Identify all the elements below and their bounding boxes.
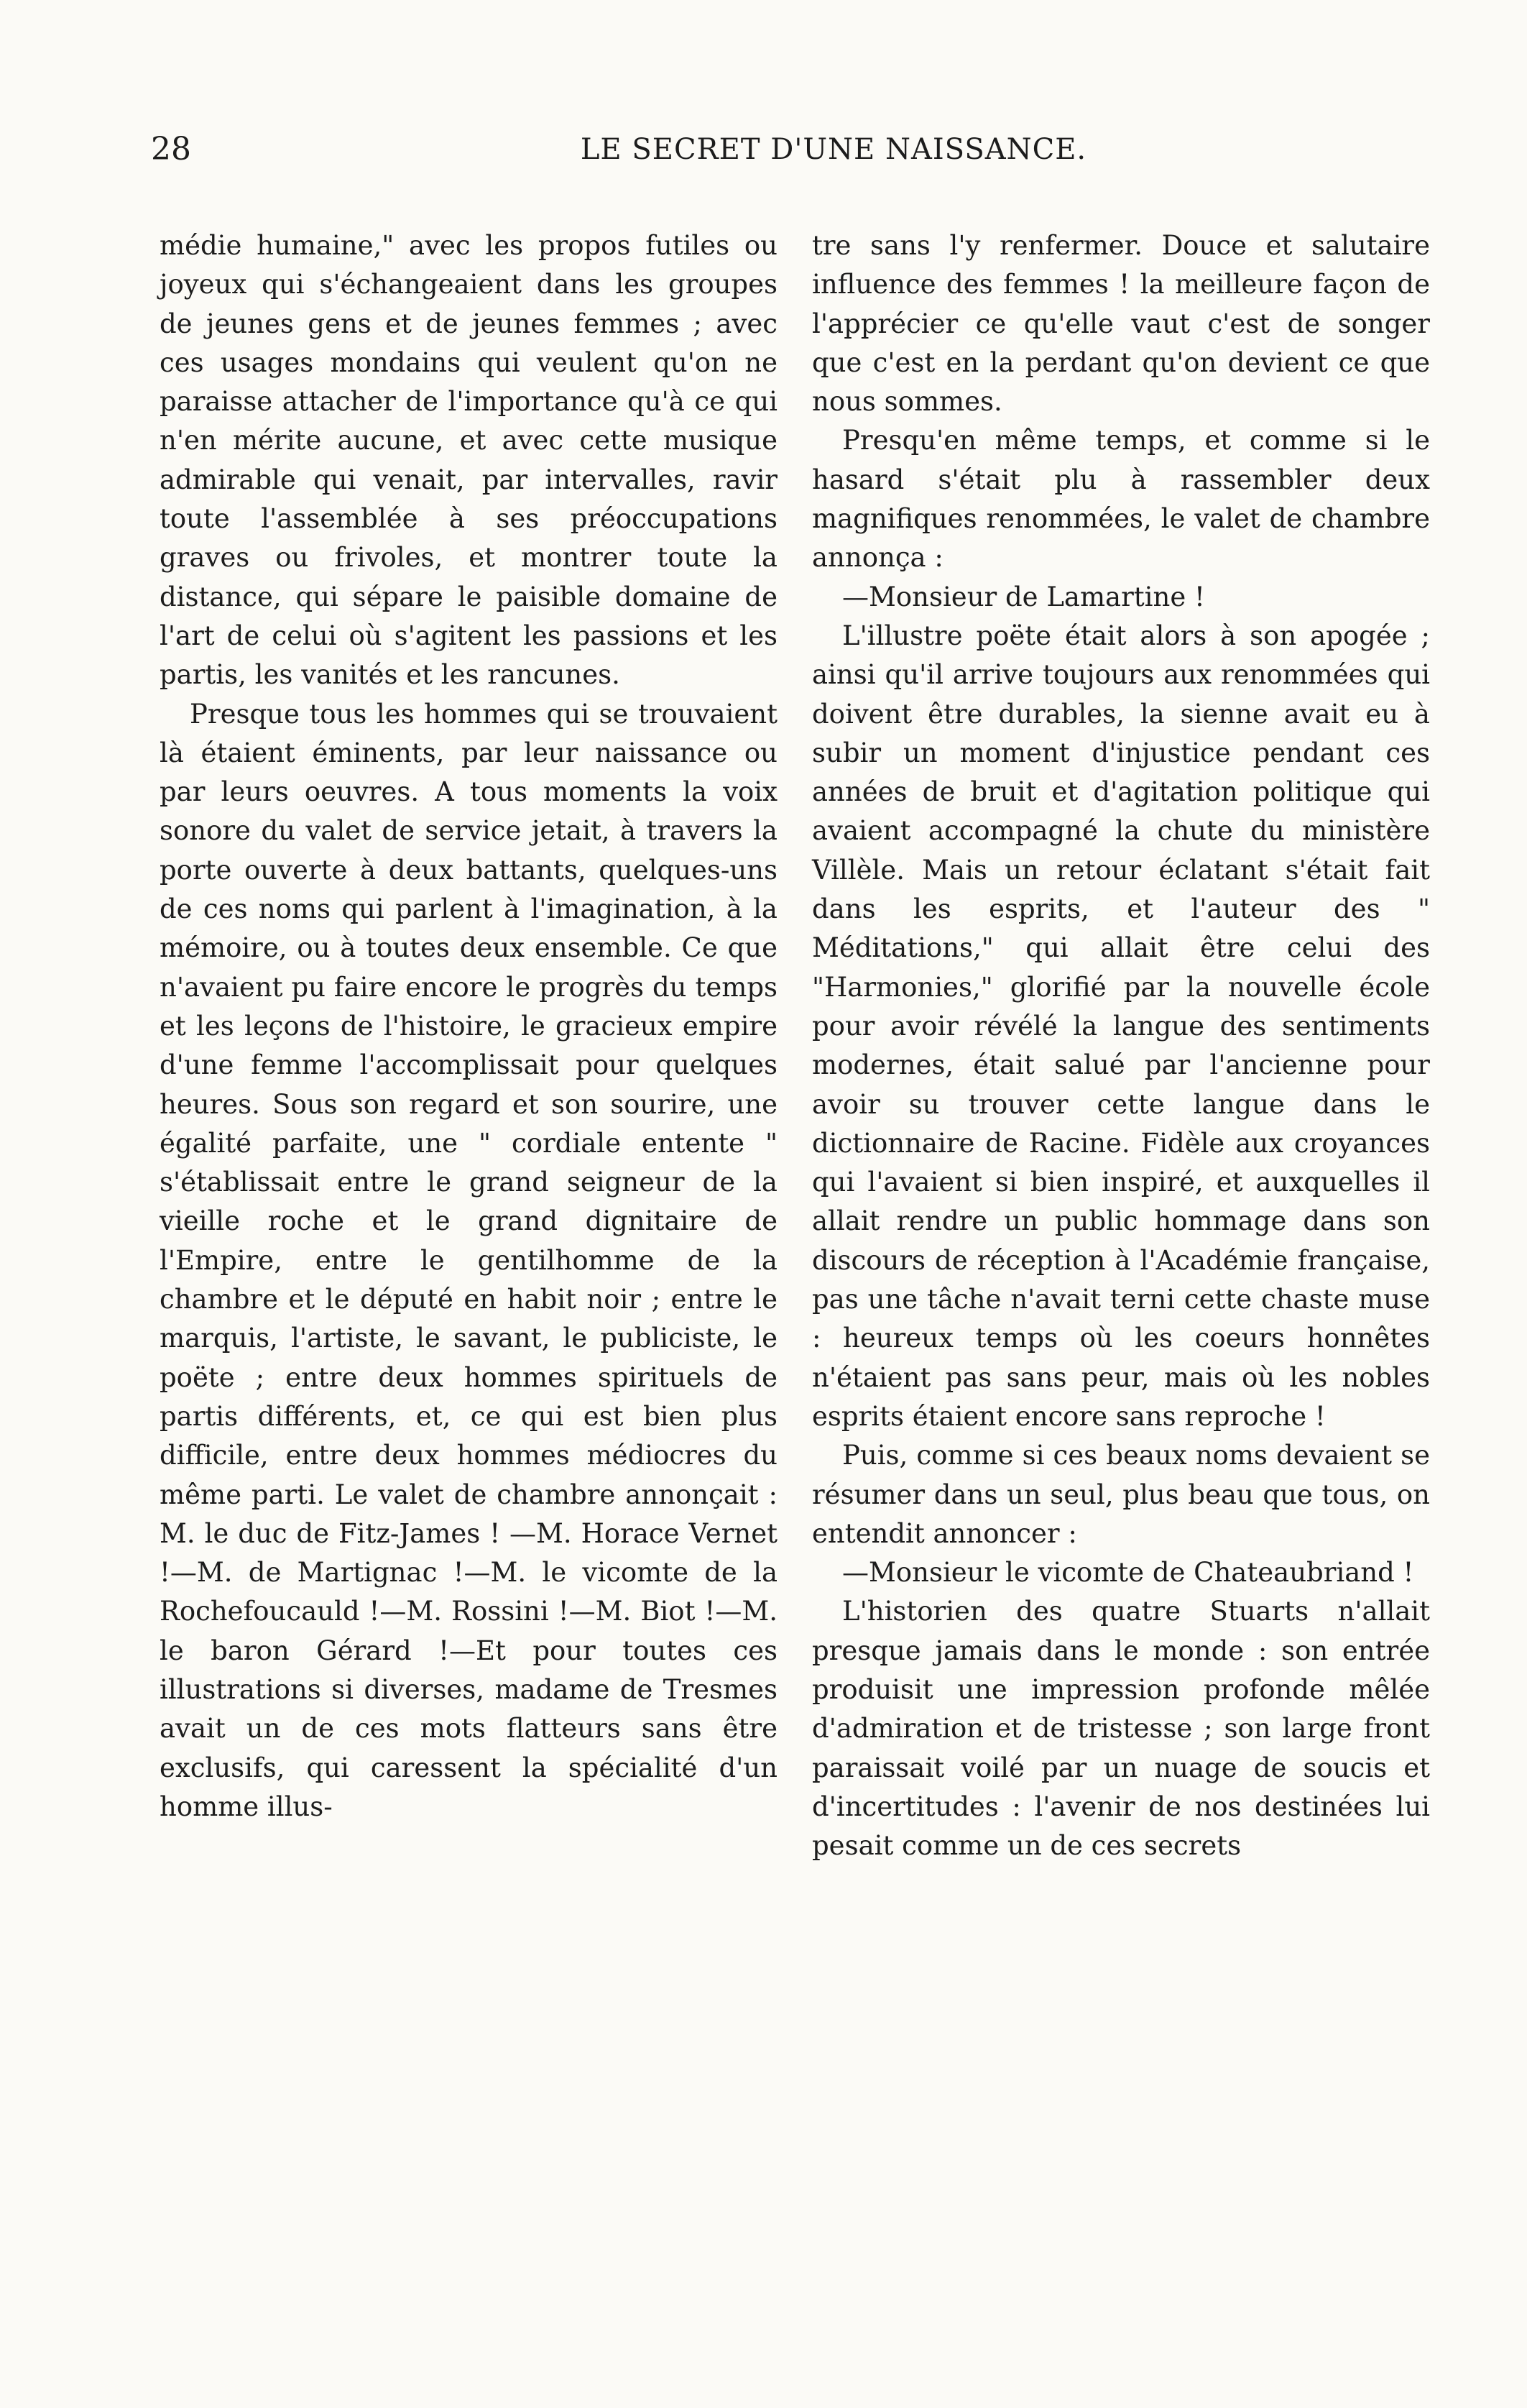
- page-header: [151, 128, 1459, 178]
- paragraph: L'illustre poëte était alors à son apogée ; ainsi qu'il arrive toujours aux renommées qui doivent être durables, la sienne avait eu à subir un moment d'injustice pendant ces années de bruit et d'agitation politique qui avaient accompagné la chute du ministère Villèle. Mais un retour éclatant s'était fait dans les esprits, et l'auteur des " Méditations," qui allait être celui des "Harmonies," glorifié par la nouvelle école pour avoir révélé la langue des sentiments modernes, était salué par l'ancienne pour avoir su trouver cette langue dans le dictionnaire de Racine. Fidèle aux croyances qui l'avaient si bien inspiré, et auxquelles il allait rendre un public hommage dans son discours de réception à l'Académie française, pas une tâche n'avait terni cette chaste muse : heureux temps où les coeurs honnêtes n'étaient pas sans peur, mais où les nobles esprits étaient encore sans reproche !: [812, 620, 1430, 1432]
- paragraph: Presqu'en même temps, et comme si le hasard s'était plu à rassembler deux magnifiques renommées, le valet de chambre annonça :: [812, 425, 1430, 574]
- running-title: LE SECRET D'UNE NAISSANCE.: [580, 133, 1087, 166]
- paragraph: Puis, comme si ces beaux noms devaient se résumer dans un seul, plus beau que tous, on entendit annoncer :: [812, 1440, 1430, 1549]
- paragraph: tre sans l'y renfermer. Douce et salutaire influence des femmes ! la meilleure façon de l'apprécier ce qu'elle vaut c'est de songer que c'est en la perdant qu'on devient ce que nous sommes.: [812, 230, 1430, 418]
- page-number: 28: [151, 131, 191, 167]
- right-column: [812, 226, 1430, 1865]
- paragraph: —Monsieur de Lamartine !: [842, 581, 1205, 612]
- paragraph: Presque tous les hommes qui se trouvaient là étaient éminents, par leur naissance ou par leurs oeuvres. A tous moments la voix sonore du valet de service jetait, à travers la porte ouverte à deux battants, quelques-uns de ces noms qui parlent à l'imagination, à la mémoire, ou à toutes deux ensemble. Ce que n'avaient pu faire encore le progrès du temps et les leçons de l'histoire, le gracieux empire d'une femme l'accomplissait pour quelques heures. Sous son regard et son sourire, une égalité parfaite, une " cordiale entente " s'établissait entre le grand seigneur de la vieille roche et le grand dignitaire de l'Empire, entre le gentilhomme de la chambre et le député en habit noir ; entre le marquis, l'artiste, le savant, le publiciste, le poëte ; entre deux hommes spirituels de partis différents, et, ce qui est bien plus difficile, entre deux hommes médiocres du même parti. Le valet de chambre annonçait : M. le duc de Fitz-James ! —M. Horace Vernet !—M. de Martignac !—M. le vicomte de la Rochefoucauld !—M. Rossini !—M. Biot !—M. le baron Gérard !—Et pour toutes ces illustrations si diverses, madame de Tresmes avait un de ces mots flatteurs sans être exclusifs, qui caressent la spécialité d'un homme illus-: [160, 698, 778, 1822]
- paragraph: médie humaine," avec les propos futiles ou joyeux qui s'échangeaient dans les groupes de jeunes gens et de jeunes femmes ; avec ces usages mondains qui veulent qu'on ne paraisse attacher de l'importance qu'à ce qui n'en mérite aucune, et avec cette musique admirable qui venait, par intervalles, ravir toute l'assemblée à ses préoccupations graves ou frivoles, et montrer toute la distance, qui sépare le paisible domaine de l'art de celui où s'agitent les passions et les partis, les vanités et les rancunes.: [160, 230, 778, 691]
- left-column: [160, 226, 778, 1826]
- paragraph: L'historien des quatre Stuarts n'allait presque jamais dans le monde : son entrée produisit une impression profonde mêlée d'admiration et de tristesse ; son large front paraissait voilé par un nuage de soucis et d'incertitudes : l'avenir de nos destinées lui pesait comme un de ces secrets: [812, 1596, 1430, 1862]
- paragraph: —Monsieur le vicomte de Chateaubriand !: [842, 1557, 1414, 1589]
